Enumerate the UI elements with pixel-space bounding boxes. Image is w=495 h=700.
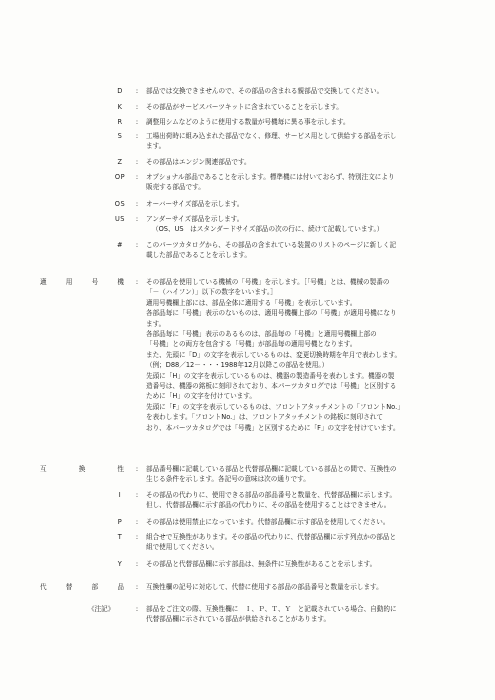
entry-text: （OS、US はスタンダードサイズ部品の次の行に、続けて記載しています。） [152, 225, 384, 234]
section-label: 代替部品 [40, 583, 124, 591]
entry-text: 部品では交換できませんので、その部品の含まれる親部品で交換してください。 [146, 87, 384, 95]
code-letter: I [118, 491, 122, 499]
entry-text: ます。 [146, 142, 166, 151]
section-text: （例；D88／12－・・・1988年12月以降この部品を使用。） [146, 361, 329, 370]
entry-text: その部品と代替部品欄に示す部品は、無条件に互換性があることを示します。 [146, 560, 377, 568]
section-text: 各部品毎に「号機」表示のあるものは、部品毎の「号機」と適用号機欄上部の [146, 330, 377, 339]
note-label: 《注記》 [88, 605, 115, 613]
entry-text: 載した部品であることを示します。 [146, 251, 251, 260]
entry-text: 但し、代替部品欄に示す部品の代わりに、その部品を使用することはできません。 [146, 501, 391, 510]
code-letter: OS [114, 200, 126, 208]
entry-text: オーバーサイズ部品を示します。 [146, 200, 244, 208]
entry-text: 組合せで互換性があります。その部品の代わりに、代替部品欄に示す列点かの部品と [146, 533, 397, 541]
entry-text: アンダーサイズ部品を示します。 [146, 215, 244, 223]
section-text: 各部品毎に「号機」表示のないものは、適用号機欄上部の「号機」が適用号機になり [146, 309, 397, 318]
section-text: また、先頭に「D」の文字を表示しているものは、変更切換時期を年月で表わします。 [146, 350, 402, 359]
colon: : [135, 278, 139, 286]
section-text: その部品を使用している機械の「号機」を示します。［「号機」とは、機械の製番の [146, 278, 390, 286]
colon: : [135, 173, 139, 181]
code-letter: Z [117, 158, 123, 166]
colon: : [135, 103, 139, 111]
section-text: 互換性欄の記号に対応して、代替に使用する部品の部品番号と数量を示します。 [146, 583, 383, 591]
entry-text: オプショナル部品であることを示します。標準機には付いておらず、特別注文により [146, 173, 395, 181]
code-letter: US [114, 215, 125, 223]
entry-text: 販売する部品です。 [146, 183, 205, 192]
code-letter: R [117, 118, 123, 126]
section-text: ために「H」の文字を付けています。 [146, 392, 256, 401]
code-letter: OP [114, 173, 126, 181]
code-letter: P [117, 518, 123, 526]
section-text: 「号機」との両方を包含する「号機」が部品毎の適用号機となります。 [146, 340, 357, 349]
section-text: おり、本パーツカタログでは「号機」と区別するために「F」の文字を付けています。 [146, 423, 400, 432]
code-letter: S [117, 132, 123, 140]
colon: : [135, 465, 139, 473]
code-letter: Y [117, 560, 123, 568]
entry-text: このパーツカタログから、その部品の含まれている装置のリストのページに新しく記 [146, 241, 397, 249]
section-label: 互換性 [40, 465, 124, 473]
code-letter: K [117, 103, 123, 111]
entry-text: 工場出荷時に組み込まれた部品でなく、修理、サービス用として供給する部品を示し [146, 132, 397, 140]
section-text: 造番号は、機器の銘板に刻印されており、本パーツカタログでは「号機」と区別する [146, 382, 397, 391]
entry-text: 調整用シムなどのように使用する数量が号機毎に異る事を示します。 [146, 118, 350, 126]
section-text: 部品番号欄に記載している部品と代替部品欄に記載している部品との間で、互換性の [146, 465, 397, 473]
entry-text: 組で使用してください。 [146, 543, 219, 552]
entry-text: その部品の代わりに、使用できる部品の部品番号と数量を、代替部品欄に示します。 [146, 491, 397, 499]
entry-text: その部品がサービスパーツキットに含まれていることを示します。 [146, 103, 343, 111]
colon: : [135, 87, 139, 95]
note-text: 代替部品欄に示されている部品が供給されることがあります。 [146, 615, 331, 624]
entry-text: その部品は使用禁止になっています。代替部品欄に示す部品を使用してください。 [146, 518, 390, 526]
note-text: 部品をご注文の際、互換性欄に Ｉ、Ｐ、Ｔ、Ｙ と記載されている場合、自動的に [146, 605, 397, 613]
colon: : [135, 118, 139, 126]
entry-text: その部品はエンジン関連部品です。 [146, 158, 251, 166]
section-text: 「－（ハイフン）」以下の数字をいいます。］ [146, 288, 277, 297]
colon: : [135, 132, 139, 140]
colon: : [135, 215, 139, 223]
section-text: 先頭に「H」の文字を表示しているものは、機器の製造番号を表わします。機器の製 [146, 371, 395, 380]
colon: : [135, 560, 139, 568]
code-letter: D [117, 87, 123, 95]
section-text: ます。 [146, 319, 166, 328]
section-text: 生じる条件を示します。各記号の意味は次の通りです。 [146, 475, 310, 484]
section-text: 先頭に「F」の文字を表示しているものは、フロントアタッチメントの「フロントNo.」 [146, 402, 404, 411]
code-letter: T [117, 533, 123, 541]
colon: : [135, 605, 139, 613]
colon: : [135, 200, 139, 208]
section-text: 適用号機欄上部には、部品全体に適用する「号機」を表示しています。 [146, 298, 357, 307]
section-label: 適用号機 [40, 278, 124, 286]
colon: : [135, 491, 139, 499]
code-letter: # [116, 241, 124, 249]
colon: : [135, 518, 139, 526]
colon: : [135, 583, 139, 591]
colon: : [135, 533, 139, 541]
colon: : [135, 158, 139, 166]
section-text: を表わします。「フロントNo.」は、フロントアタッチメントの銘板に刻印されて [146, 413, 383, 422]
colon: : [135, 241, 139, 249]
